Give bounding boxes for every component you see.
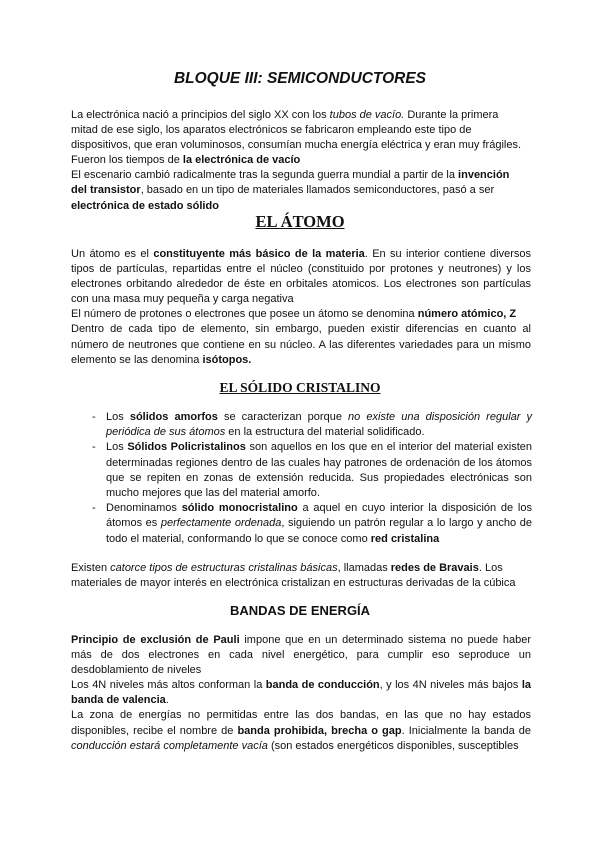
atom-section — [71, 247, 531, 368]
bold-text: electrónica de estado sólido — [71, 199, 219, 212]
bold-text: número atómico, Z — [417, 308, 517, 321]
list-item — [92, 440, 532, 501]
text: se caracterizan porque — [217, 411, 349, 423]
bands-paragraph-1 — [71, 633, 531, 678]
text: El escenario cambió radicalmente tras la segunda guerra mundial a partir de la — [71, 169, 459, 182]
solid-types-list — [92, 410, 532, 547]
list-item — [92, 410, 532, 440]
text: Un átomo es el — [71, 248, 154, 260]
atom-paragraph-3 — [71, 322, 531, 367]
intro-line: mitad de ese siglo, los aparatos electrónicos se fabricaron empleando este tipo de — [71, 124, 472, 137]
text: (son estados energéticos disponibles, susceptibles — [267, 739, 519, 752]
text: Fueron los tiempos de — [71, 154, 183, 167]
bullet-dash: - — [92, 502, 96, 515]
italic-text: perfectamente ordenada — [160, 517, 282, 530]
text: La zona de energías no permitidas entre las dos bandas, en las que no hay estados disponibles, recibe el nombre de — [71, 709, 531, 737]
italic-text: conducción estará completamente vacía — [71, 739, 268, 752]
bullet-dash: - — [92, 411, 96, 423]
bold-text: red cristalina — [370, 532, 440, 545]
text: La electrónica nació a principios del siglo XX con los — [71, 109, 330, 121]
intro-line — [71, 183, 531, 198]
bullet-dash: - — [92, 441, 96, 454]
text: Los — [106, 441, 128, 454]
bold-text: del transistor — [71, 184, 141, 197]
text: . — [165, 694, 169, 707]
text: , llamadas — [337, 562, 391, 574]
bold-text: invención — [458, 169, 510, 182]
text: a aquel en cuyo interior la disposición de los átomos es — [106, 502, 532, 530]
bold-text: sólido monocristalino — [181, 502, 298, 515]
text: , y los 4N niveles más bajos — [379, 679, 522, 692]
text: impone que en un determinado sistema no puede haber más de dos electrones en cada nivel energético, para cumplir eso seproduce un desdoblamiento de niveles — [71, 634, 531, 677]
text: Dentro de cada tipo de elemento, sin embargo, pueden existir diferencias en cuanto al número de neutrones que contiene en su núcleo. A las diferentes variedades para un mismo elemento se las denomina — [71, 323, 531, 366]
bold-text: la electrónica de vacío — [182, 154, 301, 167]
list-item — [92, 501, 532, 547]
intro-line: dispositivos, que eran voluminosos, consumían mucha energía eléctrica y eran muy frágiles. — [71, 139, 522, 152]
text: Denominamos — [106, 502, 182, 515]
italic-text: no existe una disposición regular y periódica de sus átomos — [106, 411, 533, 439]
intro-paragraph — [71, 108, 531, 214]
bold-text: redes de Bravais — [390, 562, 479, 574]
bands-paragraph-3 — [71, 708, 531, 753]
page-title: BLOQUE III: SEMICONDUCTORES — [173, 70, 427, 87]
bold-text: constituyente más básico de la materia — [153, 248, 365, 260]
bold-text: Principio de exclusión de Pauli — [71, 634, 240, 646]
section-heading-atom: EL ÁTOMO — [255, 212, 345, 231]
bands-paragraph-2 — [71, 678, 531, 708]
text: Los — [106, 411, 130, 423]
bravais-paragraph — [71, 561, 531, 591]
text: Durante la primera — [404, 109, 499, 121]
bold-text: la banda de valencia — [71, 679, 532, 707]
intro-line — [71, 168, 531, 183]
italic-text: catorce tipos de estructuras cristalinas básicas — [110, 562, 338, 574]
text: , siguiendo un patrón regular a lo largo y ancho de todo el material, conformando lo que se conoce como — [106, 517, 532, 545]
atom-paragraph-1 — [71, 247, 531, 307]
text: . Inicialmente la banda de — [401, 724, 531, 737]
text: . Los materiales de mayor interés en electrónica cristalizan en estructuras derivadas de la cúbica — [71, 562, 516, 590]
text: Los 4N niveles más altos conforman la — [71, 679, 266, 692]
bold-text: isótopos. — [202, 353, 252, 366]
intro-line — [71, 108, 531, 123]
text: El número de protones o electrones que posee un átomo se denomina — [71, 308, 418, 321]
bold-text: banda prohibida, brecha o gap — [237, 724, 402, 737]
section-heading-bands: BANDAS DE ENERGÍA — [229, 603, 371, 618]
bold-text: banda de conducción — [265, 679, 380, 692]
text: , basado en un tipo de materiales llamados semiconductores, pasó a ser — [140, 184, 495, 197]
bands-section — [71, 633, 531, 754]
section-heading-solid: EL SÓLIDO CRISTALINO — [219, 380, 381, 395]
bold-text: Sólidos Policristalinos — [127, 441, 246, 454]
italic-text: tubos de vacío. — [329, 109, 405, 121]
atom-paragraph-2 — [71, 307, 531, 322]
text: Existen — [71, 562, 111, 574]
text: en la estructura del material solidificado. — [225, 426, 425, 439]
text: son aquellos en los que en el interior del material existen determinadas regiones dentro de las cuales hay patrones de ordenación de los átomos que se repiten en zonas de extensión reducida. Sus propiedades electrónicas son mucho mejores que las del material amorfo. — [106, 441, 532, 500]
intro-line — [71, 153, 531, 168]
bold-text: sólidos amorfos — [129, 411, 218, 423]
text: . En su interior contiene diversos tipos de partículas, repartidas entre el núcleo (constituido por protones y neutrones) y los electrones orbitando alrededor de éste en orbitales atomicos. Los electrones son partículas con una masa muy pequeña y carga negativa — [71, 248, 531, 306]
